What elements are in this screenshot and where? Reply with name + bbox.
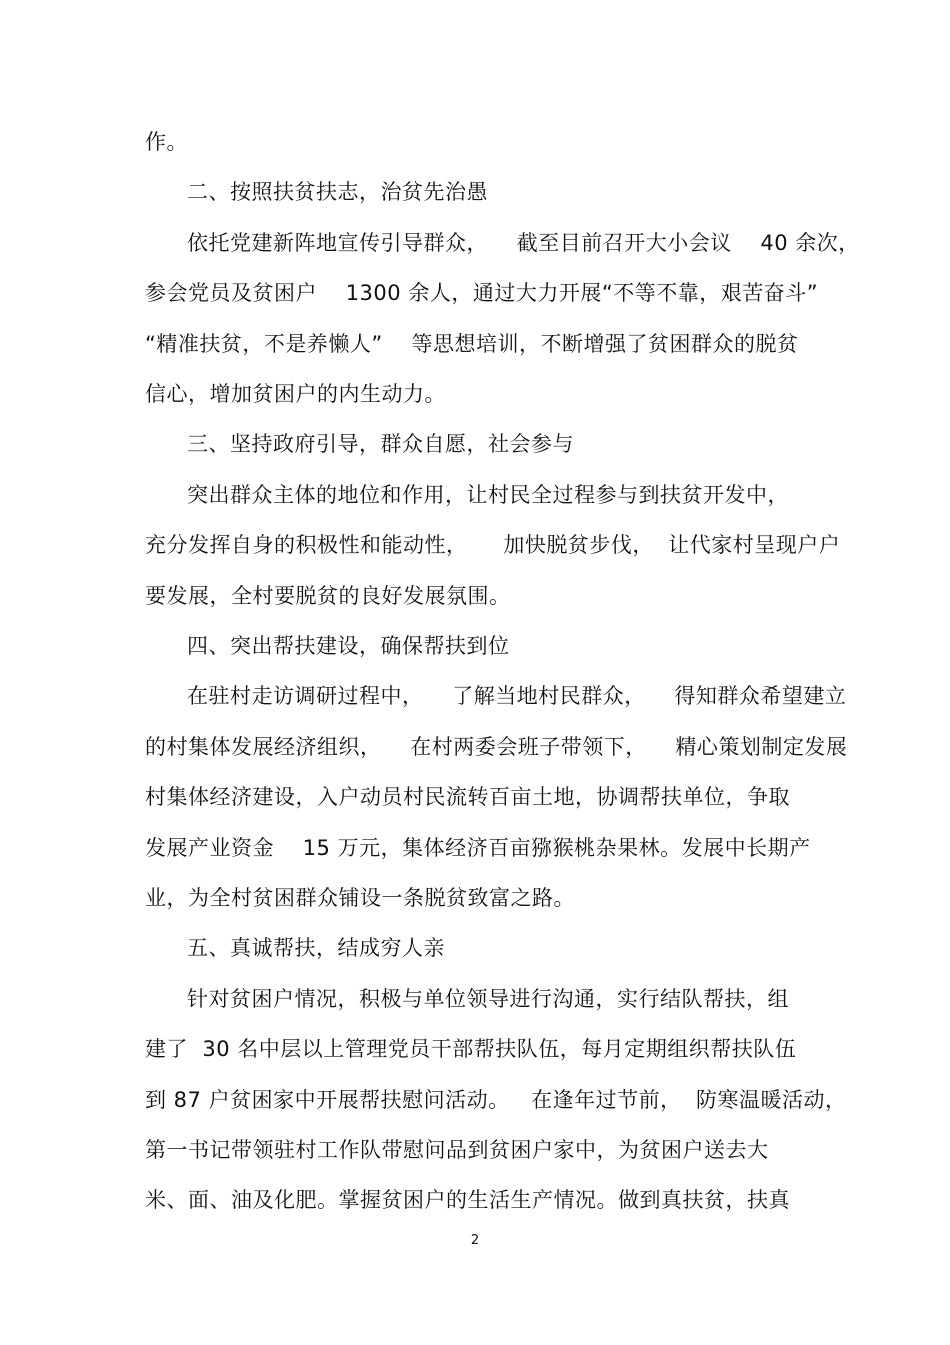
text-line: 村集体经济建设，入户动员村民流转百亩土地，协调帮扶单位，争取 [145, 785, 790, 809]
text-line: 业，为全村贫困群众铺设一条脱贫致富之路。 [145, 886, 575, 910]
text-line: 发展产业资金 15 万元，集体经济百亩猕猴桃杂果林。发展中长期产 [145, 836, 811, 860]
section-heading: 五、真诚帮扶，结成穷人亲 [187, 936, 445, 960]
section-heading: 四、突出帮扶建设，确保帮扶到位 [187, 634, 510, 658]
section-heading: 三、坚持政府引导，群众自愿，社会参与 [187, 432, 574, 456]
text-line: 充分发挥自身的积极性和能动性， 加快脱贫步伐， 让代家村呈现户户 [145, 533, 841, 557]
text-line: 第一书记带领驻村工作队带慰问品到贫困户家中，为贫困户送去大 [145, 1138, 769, 1162]
text-line: 针对贫困户情况，积极与单位领导进行沟通，实行结队帮扶，组 [187, 987, 789, 1011]
text-line: 的村集体发展经济组织， 在村两委会班子带领下， 精心策划制定发展 [145, 735, 848, 759]
section-heading: 二、按照扶贫扶志，治贫先治愚 [187, 180, 488, 204]
text-line: 依托党建新阵地宣传引导群众， 截至目前召开大小会议 40 余次， [187, 231, 860, 255]
page-number: 2 [470, 1233, 480, 1248]
text-line: 作。 [145, 130, 188, 154]
text-line: 到 87 户贫困家中开展帮扶慰问活动。 在逢年过节前， 防寒温暖活动， [145, 1088, 847, 1112]
text-line: 要发展，全村要脱贫的良好发展氛围。 [145, 584, 511, 608]
text-line: 在驻村走访调研过程中， 了解当地村民群众， 得知群众希望建立 [187, 684, 847, 708]
text-line: 参会党员及贫困户 1300 余人，通过大力开展“不等不靠，艰苦奋斗” [145, 281, 819, 305]
text-line: 米、面、油及化肥。掌握贫困户的生活生产情况。做到真扶贫，扶真 [145, 1188, 790, 1212]
text-line: 突出群众主体的地位和作用，让村民全过程参与到扶贫开发中， [187, 483, 789, 507]
text-line: 建了 30 名中层以上管理党员干部帮扶队伍，每月定期组织帮扶队伍 [145, 1037, 797, 1061]
text-line: “精准扶贫，不是养懒人” 等思想培训，不断增强了贫困群众的脱贫 [145, 332, 799, 356]
text-line: 信心，增加贫困户的内生动力。 [145, 382, 446, 406]
